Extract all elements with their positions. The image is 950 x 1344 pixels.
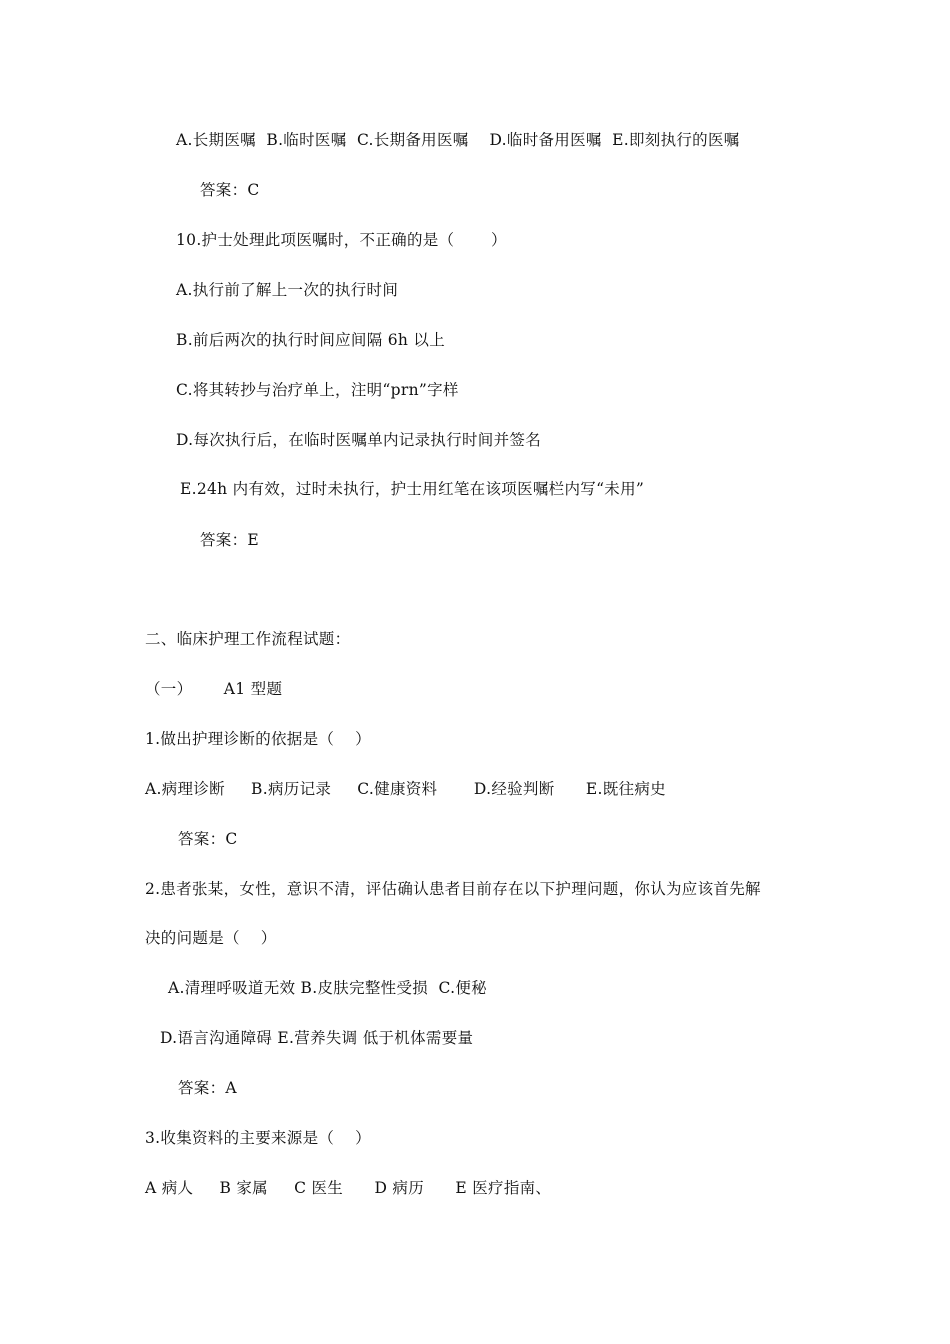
q1-options: A.病理诊断 B.病历记录 C.健康资料 D.经验判断 E.既往病史 [145,780,666,798]
q2-options-line1: A.清理呼吸道无效 B.皮肤完整性受损 C.便秘 [168,979,487,997]
subsection-heading: （一） A1 型题 [145,680,283,698]
q1-question: 1.做出护理诊断的依据是（ ） [145,730,371,748]
q1-answer: 答案：C [178,830,238,848]
section-heading: 二、临床护理工作流程试题： [145,630,351,648]
q10-option-b: B.前后两次的执行时间应间隔 6h 以上 [176,331,446,349]
q2-question-line1: 2.患者张某，女性，意识不清，评估确认患者目前存在以下护理问题，你认为应该首先解 [145,880,761,898]
q10-option-e: E.24h 内有效，过时未执行，护士用红笔在该项医嘱栏内写“未用” [180,480,645,498]
q3-question: 3.收集资料的主要来源是（ ） [145,1129,371,1147]
q2-answer: 答案：A [178,1079,237,1097]
q10-option-d: D.每次执行后，在临时医嘱单内记录执行时间并签名 [176,431,542,449]
q10-option-c: C.将其转抄与治疗单上，注明“prn”字样 [176,381,459,399]
q10-option-a: A.执行前了解上一次的执行时间 [176,281,399,299]
q2-question-line2: 决的问题是（ ） [145,929,277,947]
q9-options: A.长期医嘱 B.临时医嘱 C.长期备用医嘱 D.临时备用医嘱 E.即刻执行的医嘱 [176,131,740,149]
q10-answer: 答案：E [200,531,260,549]
q3-options: A 病人 B 家属 C 医生 D 病历 E 医疗指南、 [145,1179,552,1197]
q10-question: 10.护士处理此项医嘱时，不正确的是（ ） [176,231,507,249]
q2-options-line2: D.语言沟通障碍 E.营养失调 低于机体需要量 [160,1029,474,1047]
q9-answer: 答案：C [200,181,260,199]
